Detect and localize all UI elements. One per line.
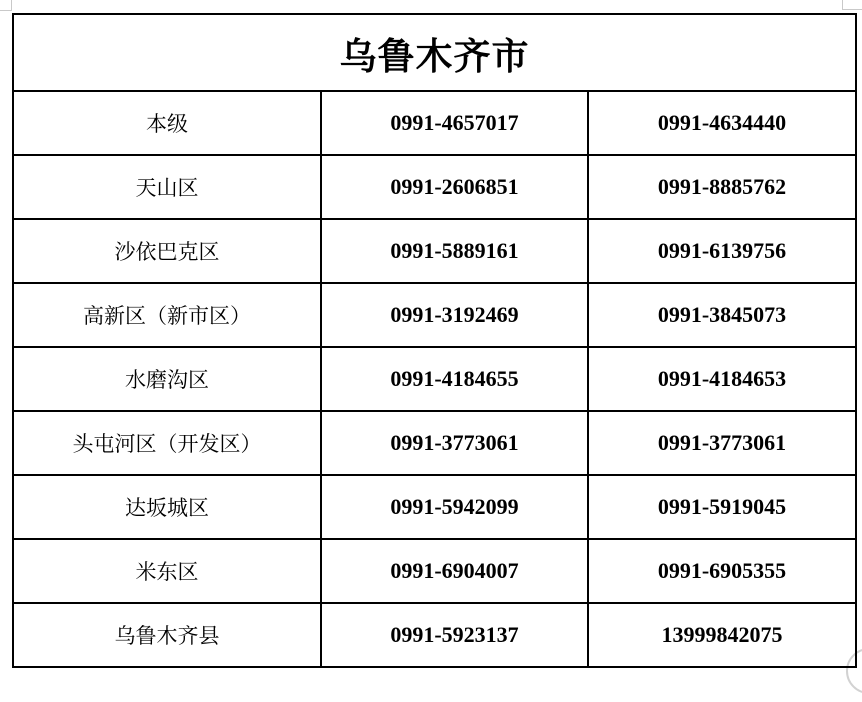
table-row bbox=[13, 603, 856, 667]
phone-cell: 0991-8885762 bbox=[588, 155, 856, 219]
phone-cell: 0991-3845073 bbox=[588, 283, 856, 347]
table-row bbox=[13, 155, 856, 219]
phone-cell: 0991-4634440 bbox=[588, 91, 856, 155]
region-cell: 乌鲁木齐县 bbox=[13, 603, 321, 667]
table-header-row bbox=[13, 14, 856, 91]
region-cell: 达坂城区 bbox=[13, 475, 321, 539]
table-row bbox=[13, 283, 856, 347]
phone-cell: 0991-3773061 bbox=[321, 411, 588, 475]
phone-cell: 0991-6904007 bbox=[321, 539, 588, 603]
table-row bbox=[13, 411, 856, 475]
region-cell: 水磨沟区 bbox=[13, 347, 321, 411]
region-cell: 头屯河区（开发区） bbox=[13, 411, 321, 475]
phone-cell: 0991-3192469 bbox=[321, 283, 588, 347]
region-cell: 沙依巴克区 bbox=[13, 219, 321, 283]
phone-cell: 0991-5889161 bbox=[321, 219, 588, 283]
region-cell: 本级 bbox=[13, 91, 321, 155]
phone-cell: 0991-5919045 bbox=[588, 475, 856, 539]
phone-cell: 0991-2606851 bbox=[321, 155, 588, 219]
phone-cell: 13999842075 bbox=[588, 603, 856, 667]
phone-cell: 0991-4184653 bbox=[588, 347, 856, 411]
table-row bbox=[13, 539, 856, 603]
phone-cell: 0991-4657017 bbox=[321, 91, 588, 155]
table-row bbox=[13, 347, 856, 411]
region-cell: 天山区 bbox=[13, 155, 321, 219]
phone-cell: 0991-4184655 bbox=[321, 347, 588, 411]
phone-cell: 0991-5942099 bbox=[321, 475, 588, 539]
gridline-remnant-top-left-horizontal bbox=[0, 10, 12, 11]
phone-cell: 0991-6905355 bbox=[588, 539, 856, 603]
table-row bbox=[13, 219, 856, 283]
region-cell: 高新区（新市区） bbox=[13, 283, 321, 347]
gridline-remnant-top-right-horizontal bbox=[842, 9, 862, 10]
phone-cell: 0991-3773061 bbox=[588, 411, 856, 475]
table-row bbox=[13, 475, 856, 539]
phone-cell: 0991-6139756 bbox=[588, 219, 856, 283]
table-row bbox=[13, 91, 856, 155]
table-title: 乌鲁木齐市 bbox=[13, 14, 856, 91]
contact-table bbox=[12, 13, 857, 668]
region-cell: 米东区 bbox=[13, 539, 321, 603]
phone-cell: 0991-5923137 bbox=[321, 603, 588, 667]
